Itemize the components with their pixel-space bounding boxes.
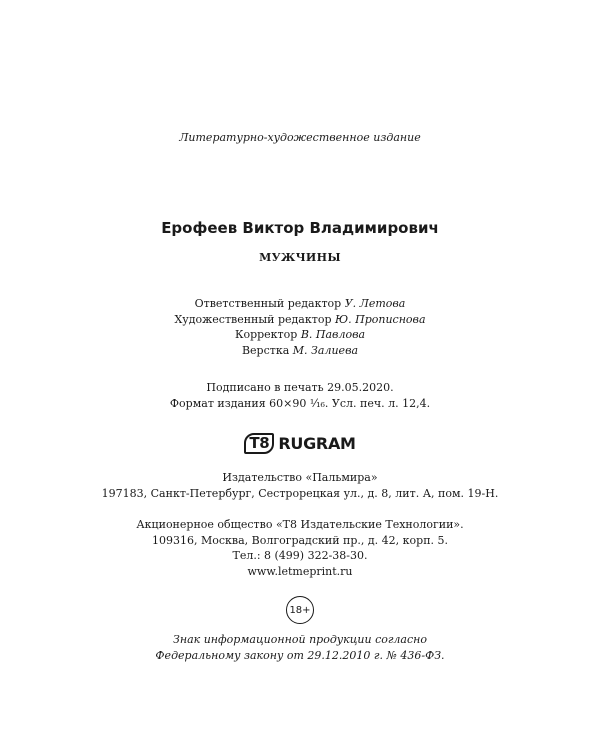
book-title: МУЖЧИНЫ — [259, 251, 341, 264]
publisher-address: 197183, Санкт-Петербург, Сестрорецкая ул., д. 8, лит. А, пом. 19-Н. — [101, 486, 499, 500]
law-notice — [0, 632, 600, 663]
publisher-logo — [0, 432, 600, 454]
printer-info — [0, 517, 600, 579]
age-rating-badge: 18+ — [286, 596, 314, 624]
credit-name: У. Летова — [344, 297, 406, 310]
credit-line — [0, 312, 600, 328]
publisher-info — [0, 470, 600, 501]
genre-label: Литературно-художественное издание — [179, 131, 421, 144]
printer-name: Акционерное общество «Т8 Издательские Технологии». — [136, 518, 464, 531]
law-notice-line: Федеральному закону от 29.12.2010 г. № 436-ФЗ. — [155, 648, 445, 662]
credit-name: Ю. Прописнова — [334, 312, 426, 326]
credit-role: Ответственный редактор — [194, 297, 342, 310]
printer-phone: Тел.: 8 (499) 322-38-30. — [232, 549, 368, 562]
t8-rugram-logo — [244, 433, 355, 454]
credit-line — [0, 327, 600, 343]
credit-role: Художественный редактор — [174, 312, 332, 326]
credit-role: Корректор — [234, 328, 298, 341]
logo-mark: T8 — [244, 433, 274, 454]
print-signed-date: Подписано в печать 29.05.2020. — [206, 381, 394, 394]
age-rating-wrap — [0, 596, 600, 624]
credit-line — [0, 343, 600, 359]
printer-website: www.letmeprint.ru — [247, 564, 353, 578]
credit-role: Верстка — [241, 343, 290, 357]
credit-line — [0, 296, 600, 312]
publisher-name: Издательство «Пальмира» — [222, 471, 378, 484]
credit-name: В. Павлова — [300, 328, 366, 341]
print-format: Формат издания 60×90 ¹⁄₁₆. Усл. печ. л. 12,4. — [169, 396, 431, 410]
print-info — [0, 380, 600, 411]
author-name: Ерофеев Виктор Владимирович — [161, 219, 439, 237]
credits-block — [0, 296, 600, 358]
credit-name: М. Залиева — [292, 343, 359, 357]
logo-text: RUGRAM — [278, 433, 356, 453]
printer-address: 109316, Москва, Волгоградский пр., д. 42, корп. 5. — [151, 533, 449, 547]
law-notice-line: Знак информационной продукции согласно — [172, 633, 428, 646]
